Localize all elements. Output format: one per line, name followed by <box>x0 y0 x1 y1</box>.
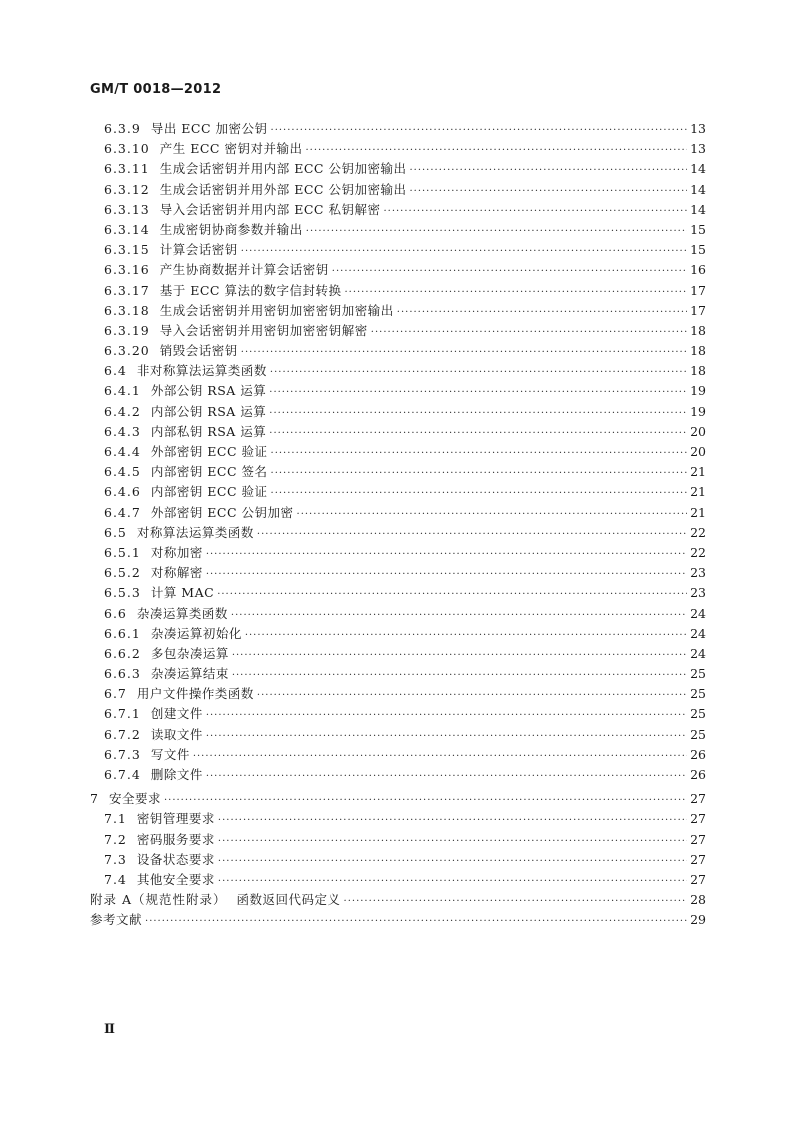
toc-entry-page: 21 <box>690 464 706 480</box>
toc-entry[interactable] <box>90 180 706 200</box>
toc-entry-page: 26 <box>690 767 706 782</box>
toc-entry-title: 外部公钥 RSA 运算 <box>150 383 267 399</box>
toc-entry[interactable] <box>90 260 706 280</box>
toc-entry-title: 内部私钥 RSA 运算 <box>150 423 267 439</box>
toc-dot-leader <box>206 706 687 726</box>
toc-dot-leader <box>269 383 687 403</box>
toc-entry[interactable] <box>90 890 706 910</box>
toc-entry-page: 18 <box>690 322 706 338</box>
toc-entry-title: 外部密钥 ECC 公钥加密 <box>150 504 294 520</box>
toc-entry[interactable] <box>90 281 706 301</box>
toc-entry-number: 7.3 <box>104 851 127 867</box>
toc-dot-leader <box>271 444 687 464</box>
toc-dot-leader <box>257 686 687 706</box>
toc-dot-leader <box>271 121 687 141</box>
toc-entry[interactable] <box>90 644 706 664</box>
toc-entry[interactable] <box>90 809 706 829</box>
toc-entry-title: 密钥管理要求 <box>136 811 215 827</box>
toc-entry-page: 13 <box>690 141 706 157</box>
toc-entry-number: 7.2 <box>104 831 127 847</box>
toc-entry-title: 外部密钥 ECC 验证 <box>150 444 268 459</box>
toc-entry-page: 14 <box>690 161 706 177</box>
page-number: Ⅱ <box>104 1022 115 1037</box>
toc-entry[interactable] <box>90 442 706 462</box>
toc-entry-number: 6.3.10 <box>104 141 150 157</box>
toc-entry-number: 6.5.2 <box>104 565 141 581</box>
toc-entry-page: 13 <box>690 121 706 136</box>
toc-entry-page: 23 <box>690 585 706 601</box>
toc-entry-page: 27 <box>690 851 706 867</box>
toc-dot-leader <box>271 484 687 504</box>
toc-entry-title: 杂凑运算类函数 <box>136 605 228 621</box>
toc-entry-page: 26 <box>690 746 706 762</box>
toc-entry[interactable] <box>90 381 706 401</box>
toc-entry[interactable] <box>90 523 706 543</box>
toc-dot-leader <box>371 323 687 343</box>
toc-entry-number: 6.3.20 <box>104 343 150 359</box>
toc-entry-page: 23 <box>690 565 706 581</box>
toc-dot-leader <box>305 141 687 161</box>
toc-entry-title: 导入会话密钥并用密钥加密密钥解密 <box>159 322 368 338</box>
toc-entry[interactable] <box>90 789 706 809</box>
toc-entry[interactable] <box>90 604 706 624</box>
toc-entry[interactable] <box>90 240 706 260</box>
toc-entry-number: 6.3.9 <box>104 121 141 136</box>
toc-entry[interactable] <box>90 159 706 179</box>
toc-entry-page: 27 <box>690 811 706 827</box>
toc-entry[interactable] <box>90 543 706 563</box>
toc-dot-leader <box>409 182 687 202</box>
toc-entry[interactable] <box>90 765 706 785</box>
toc-entry-title: 产生协商数据并计算会话密钥 <box>159 262 329 278</box>
toc-entry-number: 6.6 <box>104 605 127 621</box>
toc-entry[interactable] <box>90 462 706 482</box>
toc-entry-number: 6.4.3 <box>104 423 141 439</box>
toc-dot-leader <box>232 666 687 686</box>
toc-dot-leader <box>306 222 687 242</box>
toc-entry[interactable] <box>90 870 706 890</box>
toc-entry-page: 18 <box>690 343 706 359</box>
toc-entry[interactable] <box>90 301 706 321</box>
toc-entry-title: 创建文件 <box>150 706 203 722</box>
toc-entry-title: 计算会话密钥 <box>159 242 238 258</box>
toc-dot-leader <box>217 585 687 605</box>
toc-entry-page: 22 <box>690 544 706 560</box>
toc-dot-leader <box>232 646 687 666</box>
toc-entry-page: 15 <box>690 242 706 258</box>
toc-entry-page: 17 <box>690 282 706 298</box>
toc-entry-title: 函数返回代码定义 <box>236 892 341 908</box>
toc-entry-title: 导出 ECC 加密公钥 <box>150 121 268 136</box>
toc-dot-leader <box>206 545 687 565</box>
toc-entry-title: 内部密钥 ECC 签名 <box>150 464 268 480</box>
toc-entry[interactable] <box>90 583 706 603</box>
toc-entry-page: 29 <box>690 912 706 928</box>
toc-entry-title: 其他安全要求 <box>136 871 215 887</box>
toc-entry-number: 6.6.1 <box>104 625 141 641</box>
toc-entry-number: 6.3.14 <box>104 221 150 237</box>
toc-entry-title: 生成会话密钥并用内部 ECC 公钥加密输出 <box>159 161 407 177</box>
toc-dot-leader <box>164 791 687 811</box>
toc-entry-title: 销毁会话密钥 <box>159 343 238 359</box>
toc-dot-leader <box>383 202 687 222</box>
toc-entry[interactable] <box>90 850 706 870</box>
toc-entry-number: 6.4.5 <box>104 464 141 480</box>
toc-entry[interactable] <box>90 119 706 139</box>
toc-entry-title: 安全要求 <box>108 791 161 807</box>
toc-entry-title: 生成会话密钥并用外部 ECC 公钥加密输出 <box>159 181 407 197</box>
toc-entry-page: 27 <box>690 791 706 807</box>
toc-entry-number: 6.4.4 <box>104 444 141 459</box>
toc-dot-leader <box>269 404 687 424</box>
toc-entry[interactable] <box>90 361 706 381</box>
toc-entry-number: 6.3.16 <box>104 262 150 278</box>
toc-entry-number: 6.3.13 <box>104 201 150 217</box>
toc-entry-title: 写文件 <box>150 746 190 762</box>
toc-entry-title: 基于 ECC 算法的数字信封转换 <box>159 282 342 298</box>
toc-entry-number: 6.7 <box>104 686 127 702</box>
toc-entry-number: 6.5.3 <box>104 585 141 601</box>
toc-entry[interactable] <box>90 139 706 159</box>
toc-dot-leader <box>218 832 687 852</box>
toc-entry-number: 6.7.3 <box>104 746 141 762</box>
toc-entry-title: 多包杂凑运算 <box>150 645 229 661</box>
toc-dot-leader <box>218 872 687 892</box>
toc-dot-leader <box>297 505 687 525</box>
toc-entry[interactable] <box>90 422 706 442</box>
toc-entry-number: 6.3.19 <box>104 322 150 338</box>
toc-entry-page: 17 <box>690 302 706 318</box>
toc-dot-leader <box>231 606 687 626</box>
toc-entry-page: 21 <box>690 484 706 500</box>
toc-dot-leader <box>145 912 687 932</box>
toc-entry-page: 24 <box>690 605 706 621</box>
toc-dot-leader <box>218 811 687 831</box>
toc-entry-page: 14 <box>690 201 706 217</box>
toc-entry-number: 6.4.7 <box>104 504 141 520</box>
toc-entry-number: 6.3.17 <box>104 282 150 298</box>
toc-entry-page: 25 <box>690 666 706 682</box>
toc-entry-number: 7.1 <box>104 811 127 827</box>
toc-entry-title: 生成会话密钥并用密钥加密密钥加密输出 <box>159 302 394 318</box>
toc-entry[interactable] <box>90 830 706 850</box>
toc-entry-number: 6.3.12 <box>104 181 150 197</box>
toc-entry-page: 20 <box>690 444 706 459</box>
toc-entry-page: 21 <box>690 504 706 520</box>
toc-entry-title: 导入会话密钥并用内部 ECC 私钥解密 <box>159 201 381 217</box>
toc-dot-leader <box>344 892 687 912</box>
toc-entry-title: 内部密钥 ECC 验证 <box>150 484 268 500</box>
toc-entry-page: 24 <box>690 625 706 641</box>
toc-entry-title: 内部公钥 RSA 运算 <box>150 403 267 419</box>
toc-entry[interactable] <box>90 200 706 220</box>
toc-entry-page: 20 <box>690 423 706 439</box>
toc-entry-number: 6.6.2 <box>104 645 141 661</box>
toc-entry[interactable] <box>90 725 706 745</box>
toc-entry[interactable] <box>90 503 706 523</box>
toc-entry-title: 读取文件 <box>150 726 203 742</box>
document-standard-id: GM/T 0018—2012 <box>90 82 222 97</box>
toc-entry-title: 生成密钥协商参数并输出 <box>159 221 303 237</box>
toc-dot-leader <box>397 303 687 323</box>
toc-entry-title: 对称算法运算类函数 <box>136 524 254 540</box>
toc-entry-title: 设备状态要求 <box>136 851 215 867</box>
toc-entry[interactable] <box>90 482 706 502</box>
toc-dot-leader <box>206 565 687 585</box>
toc-entry-number: 6.4.6 <box>104 484 141 500</box>
toc-entry-page: 28 <box>690 892 706 908</box>
toc-dot-leader <box>257 525 687 545</box>
toc-entry-number: 6.4.2 <box>104 403 141 419</box>
toc-entry-page: 19 <box>690 403 706 419</box>
toc-entry[interactable] <box>90 402 706 422</box>
toc-entry-page: 27 <box>690 831 706 847</box>
toc-entry-page: 14 <box>690 181 706 197</box>
toc-dot-leader <box>332 262 687 282</box>
toc-entry-title: 参考文献 <box>90 912 143 928</box>
toc-entry-title: 产生 ECC 密钥对并输出 <box>159 141 303 157</box>
toc-entry-title: 非对称算法运算类函数 <box>136 363 267 379</box>
toc-dot-leader <box>241 242 687 262</box>
toc-entry-number: 6.5 <box>104 524 127 540</box>
toc-entry-page: 25 <box>690 726 706 742</box>
toc-entry-title: 密码服务要求 <box>136 831 215 847</box>
toc-entry[interactable] <box>90 684 706 704</box>
toc-entry-number: 7 <box>90 791 99 807</box>
toc-dot-leader <box>206 727 687 747</box>
toc-entry-number: 6.7.4 <box>104 767 141 782</box>
toc-entry-number: 6.5.1 <box>104 544 141 560</box>
toc-entry-number: 6.3.15 <box>104 242 150 258</box>
toc-entry[interactable] <box>90 220 706 240</box>
toc-entry[interactable] <box>90 910 706 930</box>
toc-dot-leader <box>269 424 687 444</box>
toc-entry-page: 22 <box>690 524 706 540</box>
toc-entry[interactable] <box>90 745 706 765</box>
toc-entry-page: 24 <box>690 645 706 661</box>
toc-entry-number: 7.4 <box>104 871 127 887</box>
toc-entry-page: 16 <box>690 262 706 278</box>
toc-entry-title: 对称解密 <box>150 565 203 581</box>
toc-entry-title: 用户文件操作类函数 <box>136 686 254 702</box>
toc-dot-leader <box>218 852 687 872</box>
toc-entry-title: 对称加密 <box>150 544 203 560</box>
toc-entry-title: 删除文件 <box>150 767 203 782</box>
toc-entry-number: 6.4 <box>104 363 127 379</box>
toc-entry-number: 6.6.3 <box>104 666 141 682</box>
toc-entry-page: 27 <box>690 871 706 887</box>
toc-entry[interactable] <box>90 341 706 361</box>
toc-entry-title: 杂凑运算初始化 <box>150 625 242 641</box>
toc-entry[interactable] <box>90 563 706 583</box>
toc-entry[interactable] <box>90 624 706 644</box>
toc-entry-title: 计算 MAC <box>150 585 215 601</box>
toc-dot-leader <box>241 343 687 363</box>
toc-entry-number: 附录 A（规范性附录） <box>90 892 227 908</box>
toc-dot-leader <box>206 767 687 787</box>
toc-dot-leader <box>271 464 687 484</box>
toc-entry-number: 6.7.2 <box>104 726 141 742</box>
table-of-contents <box>90 119 706 931</box>
toc-entry-page: 25 <box>690 686 706 702</box>
toc-entry[interactable] <box>90 704 706 724</box>
toc-entry-page: 15 <box>690 221 706 237</box>
toc-entry-number: 6.4.1 <box>104 383 141 399</box>
toc-dot-leader <box>245 626 687 646</box>
toc-entry-page: 25 <box>690 706 706 722</box>
toc-entry[interactable] <box>90 664 706 684</box>
toc-dot-leader <box>270 363 687 383</box>
toc-entry[interactable] <box>90 321 706 341</box>
toc-dot-leader <box>409 161 687 181</box>
toc-dot-leader <box>344 283 687 303</box>
toc-entry-number: 6.3.11 <box>104 161 150 177</box>
toc-entry-title: 杂凑运算结束 <box>150 666 229 682</box>
toc-entry-number: 6.3.18 <box>104 302 150 318</box>
toc-entry-page: 18 <box>690 363 706 379</box>
toc-entry-number: 6.7.1 <box>104 706 141 722</box>
toc-dot-leader <box>193 747 687 767</box>
toc-entry-page: 19 <box>690 383 706 399</box>
